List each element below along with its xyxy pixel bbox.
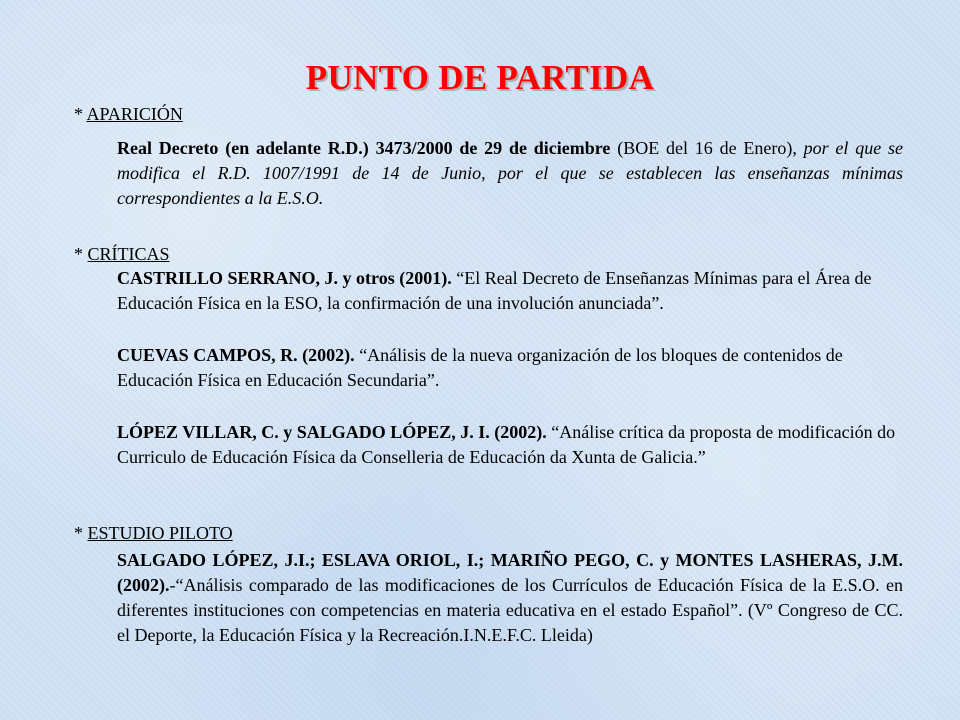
estudio-ref <box>117 548 903 648</box>
critica-ref-2-text: “Análisis de la nueva organización de los bloques de contenidos de Educación Física en Educación Secundaria”. <box>117 345 843 390</box>
aparicion-boe: (BOE del 16 de Enero), <box>610 138 804 158</box>
aparicion-decree-bold: Real Decreto (en adelante R.D.) 3473/2000 de 29 de diciembre <box>117 138 611 158</box>
heading-estudio <box>74 523 233 544</box>
heading-criticas-label: CRÍTICAS <box>87 244 170 264</box>
critica-ref-2 <box>117 343 903 393</box>
bullet-aparicion: * <box>74 104 87 124</box>
critica-ref-3 <box>117 420 903 470</box>
critica-ref-3-text: “Análise crítica da proposta de modificación do Curriculo de Educación Física da Conselleria de Educación da Xunta de Galicia.” <box>117 422 896 467</box>
heading-estudio-label: ESTUDIO PILOTO <box>87 523 233 543</box>
critica-ref-3-author: LÓPEZ VILLAR, C. y SALGADO LÓPEZ, J. I. (2002). <box>117 422 547 442</box>
aparicion-description: por el que se modifica el R.D. 1007/1991 de 14 de Junio, por el que se establecen las enseñanzas mínimas correspondientes a la E.S.O. <box>117 138 903 208</box>
estudio-ref-author: SALGADO LÓPEZ, J.I.; ESLAVA ORIOL, I.; MARIÑO PEGO, C. y MONTES LASHERAS, J.M.(2002). <box>117 550 903 595</box>
aparicion-paragraph <box>117 136 903 211</box>
heading-aparicion-label: APARICIÓN <box>86 104 183 124</box>
heading-criticas <box>74 244 170 265</box>
critica-ref-1-text: “El Real Decreto de Enseñanzas Mínimas para el Área de Educación Física en la ESO, la confirmación de una involución anunciada”. <box>117 268 872 313</box>
bullet-estudio: * <box>74 523 88 543</box>
critica-ref-2-author: CUEVAS CAMPOS, R. (2002). <box>117 345 355 365</box>
critica-ref-1 <box>117 266 903 316</box>
critica-ref-1-author: CASTRILLO SERRANO, J. y otros (2001). <box>117 268 452 288</box>
slide-title: PUNTO DE PARTIDA <box>305 58 655 97</box>
estudio-ref-text: -“Análisis comparado de las modificaciones de los Currículos de Educación Física de la E.S.O. en diferentes instituciones con competencias en materia educativa en el estado Español”. (Vº Congreso de CC. el Deporte, la Educación Física y la Recreación.I.N.E.F.C. Lleida) <box>117 575 903 645</box>
heading-aparicion <box>74 104 183 125</box>
bullet-criticas: * <box>74 244 88 264</box>
